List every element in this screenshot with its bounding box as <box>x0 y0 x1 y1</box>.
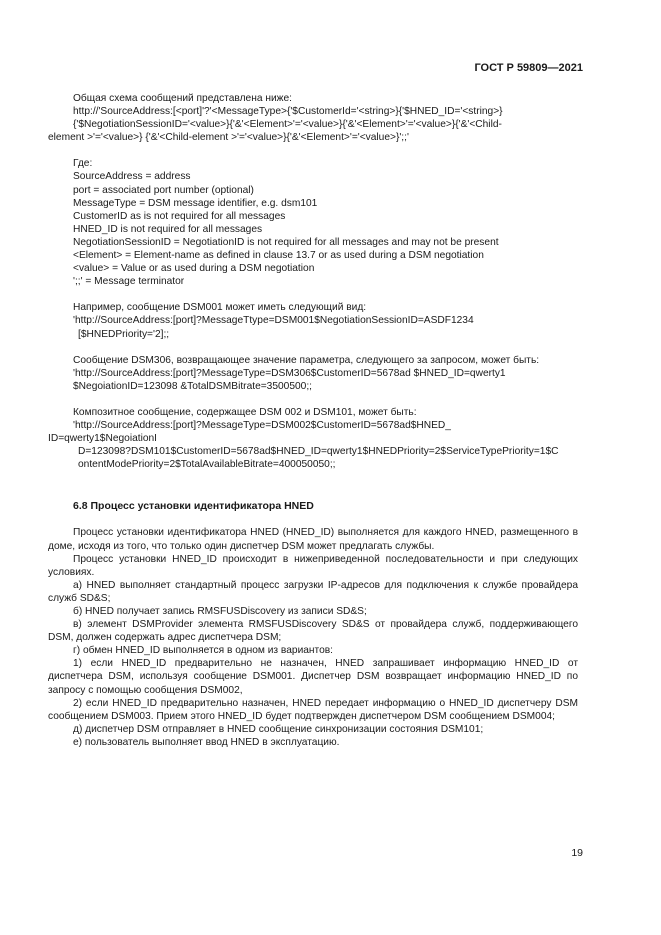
scheme-intro: Общая схема сообщений представлена ниже: <box>73 93 292 104</box>
where-title: Где: <box>73 158 93 170</box>
example-line: ontentModePriority=2$TotalAvailableBitrate=400050050;; <box>78 459 336 471</box>
list-item: д) диспетчер DSM отправляет в HNED сообщение синхронизации состояния DSM101; <box>73 723 484 735</box>
example-intro: Композитное сообщение, содержащее DSM 002 и DSM101, может быть: <box>73 406 417 418</box>
list-item: б) HNED получает запись RMSFUSDiscovery из записи SD&S; <box>73 606 367 617</box>
example-line: $NegoiationID=123098 &TotalDSMBitrate=3500500;; <box>73 380 313 392</box>
where-item: NegotiationSessionID = NegotiationID is not required for all messages and may not be present <box>73 236 499 248</box>
example-line: 'http://SourceAddress:[port]?MessageTtype=DSM001$NegotiationSessionID=ASDF1234 <box>73 315 474 327</box>
list-item: а) HNED выполняет стандартный процесс загрузки IP-адресов для подключения к службе провайдера служб SD&S; <box>48 579 578 604</box>
paragraph: Процесс установки идентификатора HNED (HNED_ID) выполняется для каждого HNED, размещенного в доме, исходя из того, что только один диспетчер DSM может предлагать службы. <box>48 527 578 552</box>
where-item: port = associated port number (optional) <box>73 184 254 196</box>
list-item: е) пользователь выполняет ввод HNED в эксплуатацию. <box>73 736 340 748</box>
example-line: ID=qwerty1$NegoiationI <box>48 433 158 445</box>
example-intro: Например, сообщение DSM001 может иметь следующий вид: <box>73 302 367 314</box>
list-item: г) обмен HNED_ID выполняется в одном из вариантов: <box>73 645 334 657</box>
scheme-line: http://'SourceAddress:[<port]'?'<MessageType>{'$CustomerId='<string>}{'$HNED_ID='<string>} <box>73 106 503 118</box>
example-line: 'http://SourceAddress:[port]?MessageType=DSM306$CustomerID=5678ad $HNED_ID=qwerty1 <box>73 367 506 379</box>
sub-list-item: 2) если HNED_ID предварительно назначен, HNED передает информацию о HNED_ID диспетчеру DSM сообщением DSM003. Прием этого HNED_ID будет подтвержден диспетчером DSM сообщением DSM004; <box>48 697 578 722</box>
example-line: [$HNEDPriority='2];; <box>78 328 170 340</box>
page-number: 19 <box>571 847 583 859</box>
section-heading: 6.8 Процесс установки идентификатора HNED <box>73 500 314 513</box>
paragraph: Процесс установки HNED_ID происходит в нижеприведенной последовательности и при следующих условиях. <box>48 553 578 578</box>
where-item: <Element> = Element-name as defined in clause 13.7 or as used during a DSM negotiation <box>73 250 484 262</box>
where-item: MessageType = DSM message identifier, e.g. dsm101 <box>73 197 318 209</box>
example-line: D=123098?DSM101$CustomerID=5678ad$HNED_ID=qwerty1$HNEDPriority=2$ServiceTypePriority=1$C <box>78 446 559 458</box>
page-content <box>48 92 578 749</box>
where-item: SourceAddress = address <box>73 171 191 183</box>
where-item: <value> = Value or as used during a DSM negotiation <box>73 263 315 275</box>
example-line: 'http://SourceAddress:[port]?MessageType=DSM002$CustomerID=5678ad$HNED_ <box>73 419 451 431</box>
example-intro: Сообщение DSM306, возвращающее значение параметра, следующего за запросом, может быть: <box>73 354 540 366</box>
where-item: HNED_ID is not required for all messages <box>73 223 263 235</box>
list-item: в) элемент DSMProvider элемента RMSFUSDiscovery SD&S от провайдера служб, поддерживающего DSM, должен содержать адрес диспетчера DSM; <box>48 619 578 644</box>
where-item: CustomerID as is not required for all messages <box>73 210 286 222</box>
scheme-line: {'$NegotiationSessionID='<value>}{'&'<Element>'='<value>}{'&'<Element>'='<value>}{'&'<Child- <box>73 119 502 131</box>
where-item: ';;' = Message terminator <box>73 276 185 288</box>
standard-number: ГОСТ Р 59809—2021 <box>474 62 583 74</box>
sub-list-item: 1) если HNED_ID предварительно не назначен, HNED запрашивает информацию HNED_ID от диспетчера DSM, используя сообщение DSM001. Диспетчер DSM возвращает информацию HNED_ID по запросу с помощью сообщения DSM002, <box>48 658 578 696</box>
scheme-line: element >'='<value>} {'&'<Child-element >'='<value>}{'&'<Element>'='<value>}';;' <box>48 132 409 144</box>
